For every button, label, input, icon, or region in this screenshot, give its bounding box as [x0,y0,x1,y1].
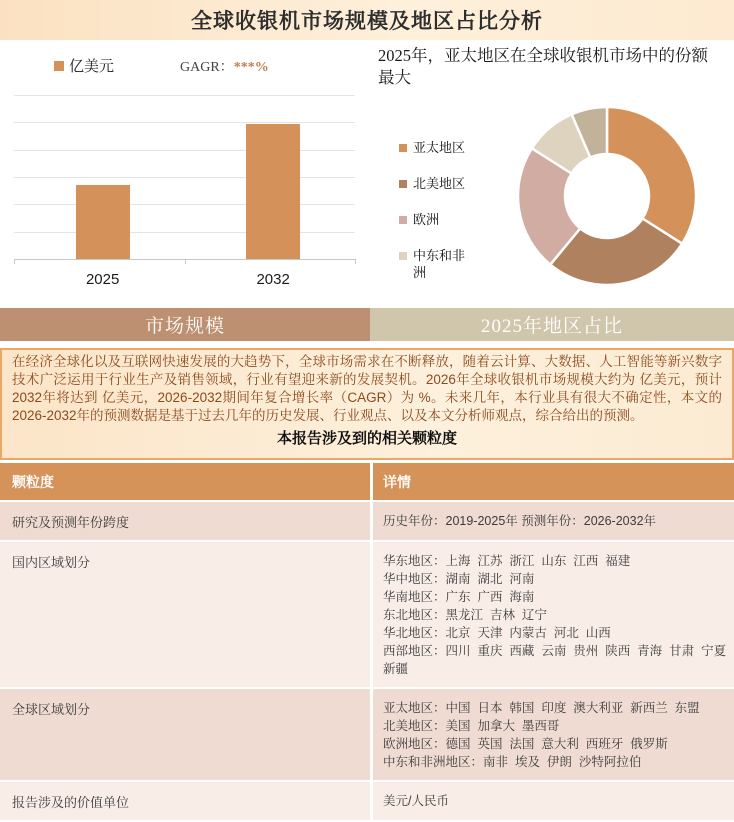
x-tick-label: 2032 [256,271,290,288]
legend-swatch [399,144,407,152]
donut-chart [516,105,698,287]
donut-legend-item [399,176,475,193]
legend-label: 北美地区 [413,175,466,191]
detail-line: 华东地区：上海 江苏 浙江 山东 江西 福建 [383,554,631,568]
legend-label: 欧洲 [413,211,440,227]
table-row [0,502,734,542]
donut-legend-item [399,212,475,229]
table-header-row [0,463,734,502]
gridline [14,122,355,123]
detail-line: 华北地区：北京 天津 内蒙古 河北 山西 [383,626,611,640]
granularity-cell: 报告涉及的价值单位 [12,795,130,810]
axis-tick [355,259,356,264]
legend-swatch [399,252,407,260]
charts-section [0,40,734,308]
granularity-table [0,463,734,822]
bar-chart-legend [54,55,269,76]
detail-line: 西部地区：四川 重庆 西藏 云南 贵州 陕西 青海 甘肃 宁夏 新疆 [383,644,734,676]
detail-line: 北美地区：美国 加拿大 墨西哥 [383,719,560,733]
detail-line: 历史年份：2019-2025年 预测年份：2026-2032年 [383,514,657,528]
table-header-granularity: 颗粒度 [12,473,54,490]
detail-line: 东北地区：黑龙江 吉林 辽宁 [383,608,547,622]
bar-legend-label: 亿美元 [69,58,115,75]
bar-2032 [246,124,300,259]
section-tabs [0,308,734,341]
detail-line: 美元/人民币 [383,794,449,808]
details-cell [370,542,734,687]
legend-swatch [399,216,407,224]
donut-legend-item [399,248,475,282]
table-body [0,502,734,822]
cagr-value: ***% [233,59,269,75]
table-row [0,542,734,689]
bar-chart-plot [14,95,355,260]
detail-line: 华中地区：湖南 湖北 河南 [383,572,535,586]
page-title-bar [0,0,734,40]
detail-line: 中东和非洲地区：南非 埃及 伊朗 沙特阿拉伯 [383,755,642,769]
details-cell [370,689,734,780]
detail-line: 华南地区：广东 广西 海南 [383,590,535,604]
bar-2025 [76,185,130,259]
granularity-cell: 全球区域划分 [12,702,91,717]
details-cell [370,782,734,820]
summary-box [0,348,734,460]
bar-chart-x-axis [14,271,355,291]
x-tick-label: 2025 [85,271,120,288]
legend-swatch [399,180,407,188]
bar-legend-swatch [54,61,64,71]
granularity-cell: 国内区域划分 [12,555,91,570]
legend-label: 中东和非洲 [413,247,466,280]
donut-legend-item [399,140,475,157]
donut-legend [399,140,475,300]
cagr-label: GAGR： [180,59,234,75]
tab-market-size[interactable]: 市场规模 [0,308,370,341]
gridline [14,150,355,151]
donut-chart-title: 2025年，亚太地区在全球收银机市场中的份额最大 [378,46,708,88]
table-header-details: 详情 [370,463,734,500]
axis-tick [14,259,15,264]
gridline [14,232,355,233]
gridline [14,95,355,96]
donut-chart-panel [367,40,734,308]
gridline [14,204,355,205]
cagr-annotation [180,56,269,76]
details-cell [370,502,734,540]
page-title: 全球收银机市场规模及地区占比分析 [191,9,543,33]
gridline [14,177,355,178]
legend-label: 亚太地区 [413,140,466,155]
granularity-cell: 研究及预测年份跨度 [12,515,130,530]
axis-tick [185,259,186,264]
detail-line: 欧洲地区：德国 英国 法国 意大利 西班牙 俄罗斯 [383,737,668,751]
detail-line: 亚太地区：中国 日本 韩国 印度 澳大利亚 新西兰 东盟 [383,701,700,715]
bar-chart-panel [0,40,367,308]
granularity-table-heading: 本报告涉及到的相关颗粒度 [276,430,457,447]
tab-region-share-2025[interactable]: 2025年地区占比 [370,308,734,341]
summary-paragraph: 在经济全球化以及互联网快速发展的大趋势下，全球市场需求在不断释放，随着云计算、大数据、人工智能等新兴数字技术广泛运用于行业生产及销售领域，行业有望迎来新的发展契机。2026年全球收银机市场规模大约为 亿美元，预计2032年将达到 亿美元，2026-2032期间年复合增长率（CAGR）为 %。未来几年，本行业具有很大不确定性，本文的2026-2032年的预测数据是基于过去几年的历史发展、行业观点、以及本文分析师观点，综合给出的预测。 [12,354,722,423]
table-row [0,689,734,782]
table-row [0,782,734,822]
